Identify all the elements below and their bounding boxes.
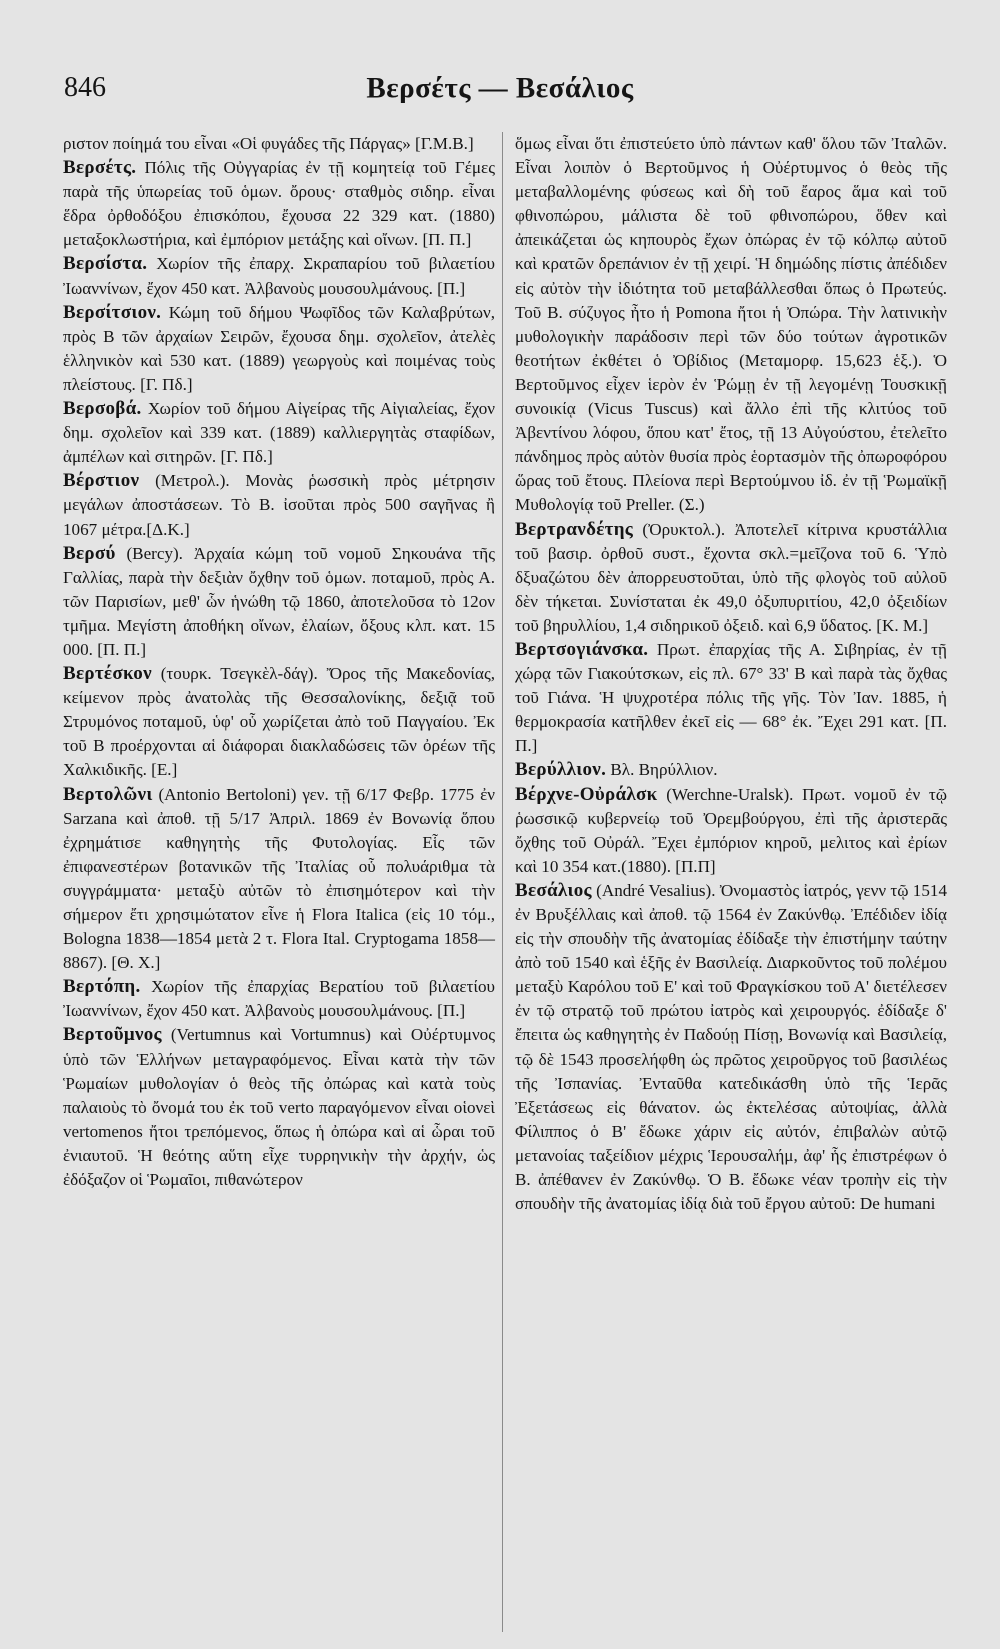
entry-headword: Βερτέσκον bbox=[63, 663, 152, 685]
entry-text: (Bercy). Ἀρχαία κώμη τοῦ νομοῦ Σηκουάνα τῆς Γαλλίας, παρὰ τὴν δεξιὰν ὄχθην τοῦ ὁμων. ποταμοῦ, πρὸς Α. τῶν Παρισίων, μεθ' ὧν ἡνώθη τῷ 1860, ἀποτελοῦσα τὸ 12ον τμῆμα. Μεγίστη ἀποθήκη οἴνων, ἐλαίων, ὄξους κλπ. κατ. 15 000. [Π. Π.] bbox=[63, 543, 495, 659]
dictionary-entry bbox=[63, 156, 495, 252]
dictionary-entry bbox=[63, 975, 495, 1023]
entry-headword: Βερύλλιον. bbox=[515, 759, 607, 781]
entry-headword: Βεσάλιος bbox=[515, 879, 592, 901]
entry-text: (Werchne-Uralsk). Πρωτ. νομοῦ ἐν τῷ ῥωσσικῷ κυβερνείῳ τοῦ Ὀρεμβούργου, ἐπὶ τῆς ἀριστερᾶς ὄχθης τοῦ Οὐράλ. Ἔχει ἐμπόριον κηροῦ, μελιτος καὶ ἐρίων καὶ 10 354 κατ.(1880). [Π.Π] bbox=[515, 784, 947, 876]
dictionary-entry bbox=[63, 397, 495, 469]
entry-headword: Βερσίτσιον. bbox=[63, 301, 162, 323]
dictionary-entry bbox=[63, 132, 495, 156]
entry-text: Χωρίον τῆς ἐπαρχίας Βερατίου τοῦ βιλαετίου Ἰωαννίνων, ἔχον 450 κατ. Ἀλβανοὺς μουσουλμάνους. [Π.] bbox=[63, 977, 495, 1021]
dictionary-entry bbox=[63, 469, 495, 541]
entry-headword: Βερσύ bbox=[63, 542, 116, 564]
entry-text: (Ὀρυκτολ.). Ἀποτελεῖ κίτρινα κρυστάλλια τοῦ βασιρ. ὀρθοῦ συστ., ἔχοντα σκλ.=μεῖζονα τοῦ 6. Ὑπὸ δξυαζώτου δὲν ἀπορρευστοῦται, ὑπὸ τῆς φλογὸς τοῦ αὐλοῦ δὲν τήκεται. Συνίσταται ἐκ 49,0 ὀξυπυριτίου, 42,0 ὀξειδίων τοῦ βηρυλλίου, 1,4 σιδηρικοῦ ὀξειδ. καὶ 6,9 ὕδατος. [Κ. Μ.] bbox=[515, 519, 947, 635]
entry-headword: Βερτόπη. bbox=[63, 976, 141, 998]
dictionary-entry bbox=[515, 783, 947, 879]
entry-headword: Βέρστιον bbox=[63, 470, 140, 492]
entry-text: (τουρκ. Τσεγκὲλ-δάγ). Ὄρος τῆς Μακεδονίας, κείμενον πρὸς ἀνατολὰς τῆς Θεσσαλονίκης, δεξιᾷ τοῦ Στρυμόνος ποταμοῦ, ὑφ' οὗ χωρίζεται ἀπὸ τοῦ Παγγαίου. Ἐκ τοῦ Β προέρχονται αἱ διάφοραι διακλαδώσεις τῶν ὀρέων τῆς Χαλκιδικῆς. [Ε.] bbox=[63, 664, 495, 780]
entry-headword: Βέρχνε-Οὐράλσκ bbox=[515, 783, 658, 805]
entry-text: (André Vesalius). Ὀνομαστὸς ἰατρός, γενν τῷ 1514 ἐν Βρυξέλλαις καὶ ἀποθ. τῷ 1564 ἐν Ζακύνθῳ. Ἐπέδιδεν ἰδίᾳ εἰς τὴν σπουδὴν τῆς ἀνατομίας ἐδίδαξε τὴν ἐπιστήμην ταύτην ἀπὸ τοῦ 1540 καὶ ἑξῆς ἐν Βασιλείᾳ. Διαρκοῦντος τοῦ πολέμου μεταξὺ Καρόλου τοῦ Ε' καὶ τοῦ Φραγκίσκου τοῦ Α' διετέλεσεν ἐν τῷ στρατῷ τοῦ πρώτου ἰατρὸς καὶ χειρουργός. ἐδίδαξε δ' ἔπειτα ὡς καθηγητὴς ἐν Παδούῃ Πίσῃ, Βονωνίᾳ καὶ Βασιλείᾳ, τῷ δὲ 1543 προσελήφθη ὡς πρῶτος χειροῦργος τοῦ βασιλέως τῆς Ἰσπανίας. Ἐνταῦθα κατεδικάσθη ὑπὸ τῆς Ἱερᾶς Ἐξετάσεως εἰς θάνατον. ὡς ἐκτελέσας αὐτοψίας, ἀλλὰ Φίλιππος ὁ Β' ἔδωκε χάριν εἰς αὐτόν, ἐπιβαλὼν αὐτῷ μετανοίας ταξείδιον μέχρις Ἱερουσαλήμ, ἀφ' ἧς ἐπιστρέφων ὁ Β. ἀπέθανεν ἐν Ζακύνθῳ. Ὁ Β. ἔδωκε νέαν τροπὴν εἰς τὴν σπουδὴν τῆς ἀνατομίας ἰδίᾳ διὰ τοῦ ἔργου αὐτοῦ: De humani bbox=[515, 880, 947, 1214]
entry-text: Βλ. Βηρύλλιον. bbox=[606, 760, 718, 780]
left-column bbox=[63, 132, 495, 1192]
entry-text: (Vertumnus καὶ Vortumnus) καὶ Οὐέρτυμνος ὑπὸ τῶν Ἑλλήνων μεταγραφόμενος. Εἶναι κατὰ τὴν τῶν Ῥωμαίων μυθολογίαν ὁ θεὸς τῆς ὀπώρας καὶ κατὰ τοὺς παλαιοὺς τὸ ὄνομά του ἐκ τοῦ verto παραγόμενον εἶναι οἱονεὶ vertomenos ἤτοι τρεπόμενος, ὅπως ἡ ὀπώρα καὶ αἱ ὧραι τοῦ ἐνιαυτοῦ. Ἡ θεότης αὕτη εἶχε τυρρηνικὴν τὴν ἀρχήν, ὡς ἐδόξαζον οἱ Ῥωμαῖοι, πιθανώτερον bbox=[63, 1025, 495, 1190]
entry-headword: Βερσέτς. bbox=[63, 157, 137, 179]
entry-headword: Βερσοβά. bbox=[63, 398, 142, 420]
entry-text: Χωρίον τοῦ δήμου Αἰγείρας τῆς Αἰγιαλείας, ἔχον δημ. σχολεῖον καὶ 339 κατ. (1889) καλλιεργητὰς σταφίδων, ἀμπέλων καὶ σιτηρῶν. [Γ. Πδ.] bbox=[63, 399, 495, 467]
entry-headword: Βερτρανδέτης bbox=[515, 518, 634, 540]
entry-headword: Βερσίστα. bbox=[63, 253, 148, 275]
entry-text: Χωρίον τῆς ἐπαρχ. Σκραπαρίου τοῦ βιλαετίου Ἰωαννίνων, ἔχον 450 κατ. Ἀλβανοὺς μουσουλμάνους. [Π.] bbox=[63, 254, 495, 298]
dictionary-entry bbox=[515, 518, 947, 638]
entry-text: Πόλις τῆς Οὐγγαρίας ἐν τῇ κομητείᾳ τοῦ Γέμες παρὰ τῆς ὑπωρείας τοῦ ὁμων. ὄρους· σταθμὸς σιδηρ. εἶναι ἕδρα ὀρθοδόξου ἐπισκόπου, ἔχουσα 22 329 κατ. (1880) μεταξοκλωστήρια, καὶ ἐμπόριον μετάξης καὶ οἴνων. [Π. Π.] bbox=[63, 158, 495, 250]
right-column bbox=[515, 132, 947, 1216]
entry-headword: Βερτολῶνι bbox=[63, 783, 153, 805]
entry-text: Πρωτ. ἐπαρχίας τῆς Α. Σιβηρίας, ἐν τῇ χώρᾳ τῶν Γιακούτσκων, εἰς πλ. 67° 33' Β καὶ παρὰ τὰς ὄχθας τοῦ Γιάνα. Ἡ ψυχροτέρα πόλις τῆς γῆς. Τὸν Ἰαν. 1885, ἡ θερμοκρασία κατῆλθεν ἐκεῖ εἰς — 68° ἐκ. Ἔχει 291 κατ. [Π. Π.] bbox=[515, 639, 947, 756]
entry-text: (Antonio Bertoloni) γεν. τῇ 6/17 Φεβρ. 1775 ἐν Sarzana καὶ ἀποθ. τῇ 5/17 Ἀπριλ. 1869 ἐν Βονωνίᾳ ὅπου ἐχρημάτισε καθηγητὴς τῆς Φυτολογίας. Εἷς τῶν ἐπιφανεστέρων βοτανικῶν τῆς Ἰταλίας οὗ πολυάριθμα τὰ συγγράμματα· μεταξὺ αὐτῶν τὸ ἐπισημότερον καὶ τὴν σήμερον ἔτι χρησιμώτατον εἶνε ἡ Flora Italica (εἰς 10 τόμ., Bologna 1838—1854 μετὰ 2 τ. Flora Ital. Cryptogama 1858—8867). [Θ. Χ.] bbox=[63, 784, 495, 973]
dictionary-entry bbox=[63, 1023, 495, 1192]
page-number: 846 bbox=[64, 72, 106, 103]
dictionary-entry bbox=[63, 252, 495, 300]
column-divider bbox=[502, 132, 503, 1632]
entry-text: ριστον ποίημά του εἶναι «Οἱ φυγάδες τῆς Πάργας» [Γ.Μ.Β.] bbox=[63, 134, 474, 153]
running-title: Βερσέτς — Βεσάλιος bbox=[366, 72, 634, 104]
dictionary-entry bbox=[515, 132, 947, 518]
entry-text: (Μετρολ.). Μονὰς ῥωσσικὴ πρὸς μέτρησιν μεγάλων ἀποστάσεων. Τὸ Β. ἰσοῦται πρὸς 500 σαγῆνας ἢ 1067 μέτρα.[Δ.Κ.] bbox=[63, 471, 495, 539]
page-header bbox=[64, 72, 936, 116]
dictionary-entry bbox=[515, 638, 947, 758]
entry-headword: Βερτοῦμνος bbox=[63, 1024, 162, 1046]
entry-text: Κώμη τοῦ δήμου Ψωφῖδος τῶν Καλαβρύτων, πρὸς Β τῶν ἀρχαίων Σειρῶν, ἔχουσα δημ. σχολεῖον, ἀτελὲς ἑλληνικὸν καὶ 530 κατ. (1889) γεωργοὺς καὶ ποιμένας τοὺς πλείστους. [Γ. Πδ.] bbox=[63, 302, 495, 394]
entry-text: ὅμως εἶναι ὅτι ἐπιστεύετο ὑπὸ πάντων καθ' ὅλου τῶν Ἰταλῶν. Εἶναι λοιπὸν ὁ Βερτοῦμνος ἡ Οὐέρτυμνος ὁ θεὸς τῆς μεταβαλλομένης φύσεως καὶ δὴ τοῦ ἔαρος ἅμα καὶ τοῦ φθινοπώρου, μάλιστα δὲ τοῦ φθινοπώρου, ὅθεν καὶ ἀπεικάζεται ὡς κηπουρὸς ἔχων ὀπώρας ἐν τῷ κόλπῳ αὐτοῦ καὶ κρατῶν δρεπάνιον ἐν τῇ χειρί. Ἡ δημώδης πίστις ἀπέδιδεν εἰς αὐτὸν τὴν ἰδιότητα τοῦ μεταβάλλεσθαι ὅπως ὁ Πρωτεύς. Τοῦ Β. σύζυγος ἦτο ἡ Pomona ἤτοι ἡ Ὀπώρα. Τὴν λατινικὴν μυθολογικὴν παράδοσιν περὶ τῶν δύο τούτων ἀγροτικῶν θεοτήτων ἐκθέτει ὁ Ὀβίδιος (Μεταμορφ. 15,623 ἑξ.). Ὁ Βερτοῦμνος εἶχεν ἱερὸν ἐν Ῥώμῃ ἐν τῇ λεγομένῃ Τουσκικῇ συνοικίᾳ (Vicus Tuscus) καὶ ἄλλο ἐπὶ τῆς κλιτύος τοῦ Ἀβεντίνου λόφου, ὅπου κατ' ἔτος, τῇ 13 Αὐγούστου, ἐτελεῖτο πάνδημος πρὸς αὐτὸν θυσία πρὸς ἑορτασμὸν τῆς ὀπωροφόρου ὥρας τοῦ ἔτους. Πλείονα περὶ Βερτούμνου ἰδ. ἐν τῇ Ῥωμαϊκῇ Μυθολογίᾳ τοῦ Preller. (Σ.) bbox=[515, 134, 947, 515]
dictionary-entry bbox=[63, 542, 495, 662]
dictionary-entry bbox=[515, 758, 947, 782]
entry-headword: Βερτσογιάνσκα. bbox=[515, 638, 649, 660]
dictionary-entry bbox=[63, 301, 495, 397]
dictionary-entry bbox=[515, 879, 947, 1216]
dictionary-entry bbox=[63, 783, 495, 976]
dictionary-entry bbox=[63, 662, 495, 782]
